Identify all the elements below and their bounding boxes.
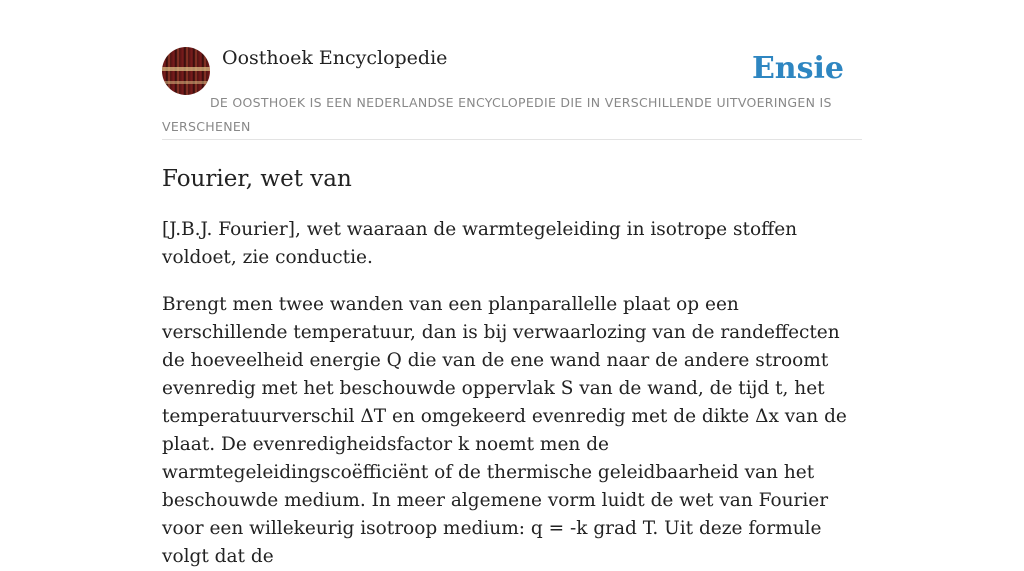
site-header [162, 47, 862, 140]
article-paragraph-1: [J.B.J. Fourier], wet waaraan de warmtegeleiding in isotrope stoffen voldoet, zie conductie. [162, 219, 798, 268]
encyclopedia-avatar[interactable] [162, 47, 210, 95]
article-title: Fourier, wet van [162, 166, 352, 192]
ensie-logo-link[interactable]: Ensie [751, 51, 844, 86]
site-tagline: DE OOSTHOEK IS EEN NEDERLANDSE ENCYCLOPEDIE DIE IN VERSCHILLENDE UITVOERINGEN IS VERSCHENEN [162, 95, 832, 134]
article-content [162, 160, 862, 567]
site-name-link[interactable]: Oosthoek Encyclopedie [222, 47, 448, 69]
article-paragraph-2: Brengt men twee wanden van een planparallelle plaat op een verschillende temperatuur, dan is bij verwaarlozing van de randeffecten de hoeveelheid energie Q die van de ene wand naar de andere stroomt evenredig met het beschouwde oppervlak S van de wand, de tijd t, het temperatuurverschil ΔT en omgekeerd evenredig met de dikte Δx van de plaat. De evenredigheidsfactor k noemt men de warmtegeleidingscoëfficiënt of de thermische geleidbaarheid van het beschouwde medium. In meer algemene vorm luidt de wet van Fourier voor een willekeurig isotroop medium: q = -k grad T. Uit deze formule volgt dat de [162, 294, 847, 567]
